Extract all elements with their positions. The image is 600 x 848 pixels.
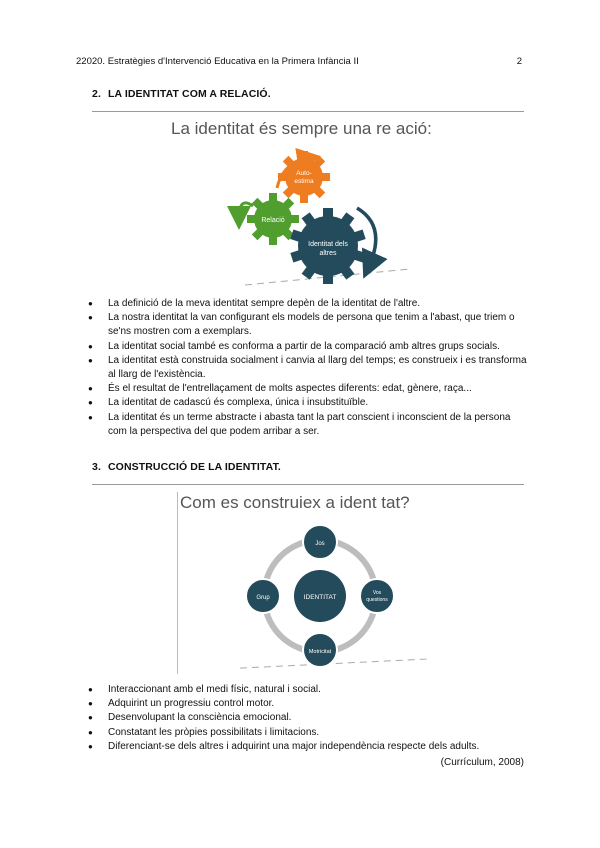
figure-2-left-border: [177, 492, 178, 674]
bullet-item: ● Diferenciant-se dels altres i adquirint una major independència respecte dels adults.: [84, 740, 530, 754]
page-number: 2: [516, 56, 522, 67]
figure-2-title: Com es construiex a ident tat?: [180, 493, 410, 512]
bullet-item: ● Constatant les pròpies possibilitats i limitacions.: [84, 726, 530, 740]
figure-1-top-rule: [92, 111, 524, 112]
bullet-item: ● La nostra identitat la van configurant els models de persona que tenim a l'abast, que triem o se'ns mostren com a exemplars.: [84, 311, 530, 339]
bullet-item: ● És el resultat de l'entrellaçament de molts aspectes diferents: edat, gènere, raça...: [84, 382, 530, 396]
bullet-item: ● La identitat de cadascú és complexa, única i insubstituïble.: [84, 396, 530, 410]
bullet-item: ● La identitat és un terme abstracte i abasta tant la part conscient i inconscient de la persona com la perspectiva del que podem arribar a ser.: [84, 411, 530, 439]
citation: (Currículum, 2008): [440, 757, 524, 768]
section-2-bullet-list: [84, 297, 530, 439]
section-2-title: LA IDENTITAT COM A RELACIÓ.: [108, 88, 271, 100]
page-header: [76, 56, 522, 67]
node-center-label: IDENTITAT: [303, 594, 337, 601]
node-bottom-label: Motricitat: [308, 649, 332, 655]
node-top-label: Jos: [315, 541, 325, 547]
node-left-label: Grup: [256, 595, 270, 601]
gear-top-label-1: Auto-: [296, 170, 312, 177]
bullet-item: ● La identitat està construida socialment i canvia al llarg del temps; es construeix i es transforma al llarg de l'existència.: [84, 354, 530, 382]
section-3-title: CONSTRUCCIÓ DE LA IDENTITAT.: [108, 461, 281, 473]
figure-1-title: La identitat és sempre una re ació:: [171, 119, 432, 138]
section-2-heading: [92, 88, 271, 100]
bullet-item: ● Adquirint un progressiu control motor.: [84, 697, 530, 711]
figure-2-cycle-diagram: [240, 524, 430, 674]
node-right: [360, 579, 394, 613]
figure-1-gears-diagram: [225, 148, 435, 290]
bullet-item: ● Interaccionant amb el medi físic, natural i social.: [84, 683, 530, 697]
bullet-item: ● La definició de la meva identitat sempre depèn de la identitat de l'altre.: [84, 297, 530, 311]
figure-2-top-rule: [92, 484, 524, 485]
bullet-item: ● La identitat social també es conforma a partir de la comparació amb altres grups socials.: [84, 340, 530, 354]
section-2-number: 2.: [92, 88, 101, 100]
gear-left-label: Relació: [261, 217, 285, 224]
section-3-bullet-list: [84, 683, 530, 754]
bullet-item: ● Desenvolupant la consciència emocional.: [84, 711, 530, 725]
node-right-label-1: Vos: [372, 590, 382, 596]
gear-right-label-2: altres: [319, 250, 337, 257]
gear-autoestima-icon: [278, 151, 330, 203]
course-title: 22020. Estratègies d'Intervenció Educativa en la Primera Infància II: [76, 56, 359, 67]
node-right-label-2: questions: [366, 597, 388, 603]
section-3-number: 3.: [92, 461, 101, 473]
gear-right-label-1: Identitat dels: [308, 241, 348, 248]
gear-top-label-2: estima: [294, 178, 314, 185]
section-3-heading: [92, 461, 281, 473]
